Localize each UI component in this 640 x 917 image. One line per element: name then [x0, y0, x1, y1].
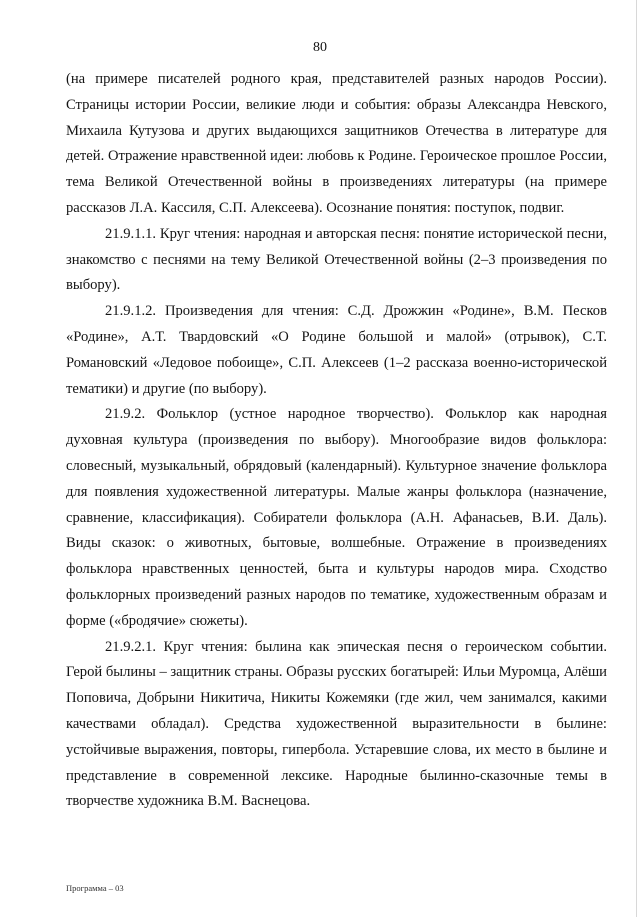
page-number: 80	[313, 40, 327, 55]
document-body	[66, 67, 607, 815]
paragraph-continuation: (на примере писателей родного края, представителей разных народов России). Страницы истории России, великие люди и события: образы Александра Невского, Михаила Кутузова и других выдающихся защитников Отечества в литературе для детей. Отражение нравственной идеи: любовь к Родине. Героическое прошлое России, тема Великой Отечественной войны в произведениях литературы (на примере рассказов Л.А. Кассиля, С.П. Алексеева). Осознание понятия: поступок, подвиг.	[66, 71, 607, 216]
paragraph-21-9-1-2: 21.9.1.2. Произведения для чтения: С.Д. Дрожжин «Родине», В.М. Песков «Родине», А.Т. Твардовский «О Родине большой и малой» (отрывок), С.Т. Романовский «Ледовое побоище», С.П. Алексеев (1–2 рассказа военно-исторической тематики) и другие (по выбору).	[66, 303, 607, 397]
scan-edge-line	[636, 0, 637, 917]
paragraph-21-9-2-1: 21.9.2.1. Круг чтения: былина как эпическая песня о героическом событии. Герой былины – защитник страны. Образы русских богатырей: Ильи Муромца, Алёши Поповича, Добрыни Никитича, Никиты Кожемяки (где жил, чем занимался, какими качествами обладал). Средства художественной выразительности в былине: устойчивые выражения, повторы, гипербола. Устаревшие слова, их место в былине и представление в современной лексике. Народные былинно-сказочные темы в творчестве художника В.М. Васнецова.	[66, 638, 607, 810]
paragraph-21-9-1-1: 21.9.1.1. Круг чтения: народная и авторская песня: понятие исторической песни, знакомство с песнями на тему Великой Отечественной войны (2–3 произведения по выбору).	[66, 225, 607, 294]
page-footer: Программа – 03	[66, 883, 124, 893]
paragraph-21-9-2: 21.9.2. Фольклор (устное народное творчество). Фольклор как народная духовная культура (произведения по выбору). Многообразие видов фольклора: словесный, музыкальный, обрядовый (календарный). Культурное значение фольклора для появления художественной литературы. Малые жанры фольклора (назначение, сравнение, классификация). Собиратели фольклора (А.Н. Афанасьев, В.И. Даль). Виды сказок: о животных, бытовые, волшебные. Отражение в произведениях фольклора нравственных ценностей, быта и культуры народов мира. Сходство фольклорных произведений разных народов по тематике, художественным образам и форме («бродячие» сюжеты).	[66, 406, 607, 629]
